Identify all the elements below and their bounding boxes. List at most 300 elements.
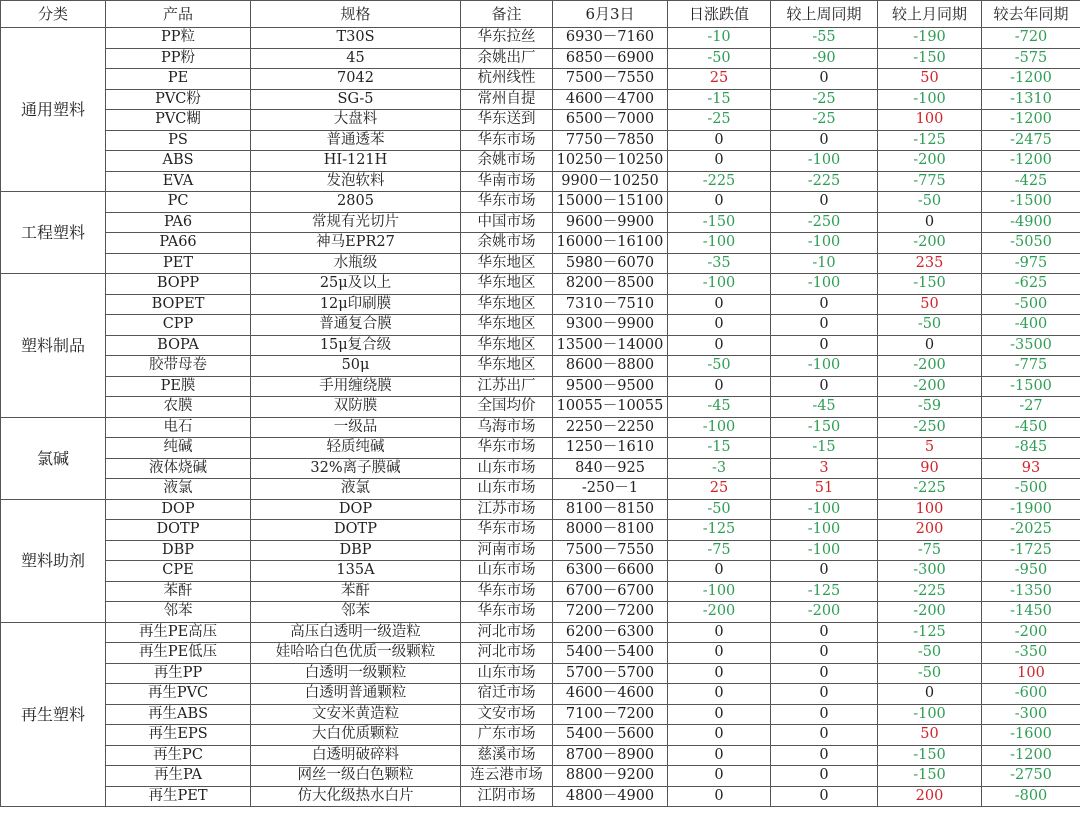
week-cell: 0: [771, 766, 878, 787]
product-cell: EVA: [106, 171, 251, 192]
spec-cell: 邻苯: [251, 602, 461, 623]
product-cell: 胶带母卷: [106, 356, 251, 377]
month-cell: 0: [878, 684, 982, 705]
spec-cell: 发泡软料: [251, 171, 461, 192]
week-cell: -200: [771, 602, 878, 623]
product-cell: 液氯: [106, 479, 251, 500]
year-cell: -425: [982, 171, 1080, 192]
spec-cell: 娃哈哈白色优质一级颗粒: [251, 643, 461, 664]
price-cell: 1250－1610: [553, 438, 668, 459]
spec-cell: DOP: [251, 499, 461, 520]
spec-cell: HI-121H: [251, 151, 461, 172]
table-row: [1, 622, 1080, 643]
daily-cell: 0: [668, 294, 771, 315]
table-row: [1, 417, 1080, 438]
product-cell: 液体烧碱: [106, 458, 251, 479]
table-row: [1, 28, 1080, 49]
month-cell: -125: [878, 622, 982, 643]
daily-cell: 0: [668, 561, 771, 582]
column-header: 规格: [251, 1, 461, 28]
note-cell: 华东地区: [461, 356, 553, 377]
spec-cell: 仿大化级热水白片: [251, 786, 461, 807]
table-row: [1, 581, 1080, 602]
month-cell: 0: [878, 335, 982, 356]
week-cell: -45: [771, 397, 878, 418]
week-cell: 0: [771, 376, 878, 397]
month-cell: -100: [878, 704, 982, 725]
month-cell: -150: [878, 766, 982, 787]
spec-cell: 白透明破碎料: [251, 745, 461, 766]
daily-cell: 25: [668, 69, 771, 90]
year-cell: -1350: [982, 581, 1080, 602]
spec-cell: 双防膜: [251, 397, 461, 418]
spec-cell: 苯酐: [251, 581, 461, 602]
year-cell: -400: [982, 315, 1080, 336]
table-row: [1, 212, 1080, 233]
spec-cell: 白透明普通颗粒: [251, 684, 461, 705]
week-cell: 0: [771, 663, 878, 684]
daily-cell: 0: [668, 704, 771, 725]
daily-cell: 0: [668, 725, 771, 746]
column-header: 6月3日: [553, 1, 668, 28]
month-cell: -100: [878, 89, 982, 110]
product-cell: CPE: [106, 561, 251, 582]
column-header: 备注: [461, 1, 553, 28]
spec-cell: 32%离子膜碱: [251, 458, 461, 479]
price-cell: 4800－4900: [553, 786, 668, 807]
spec-cell: 135A: [251, 561, 461, 582]
week-cell: 0: [771, 294, 878, 315]
price-cell: 840－925: [553, 458, 668, 479]
header-row: [1, 1, 1080, 28]
price-cell: 7200－7200: [553, 602, 668, 623]
product-cell: PA66: [106, 233, 251, 254]
spec-cell: 神马EPR27: [251, 233, 461, 254]
month-cell: -75: [878, 540, 982, 561]
month-cell: -200: [878, 376, 982, 397]
note-cell: 华东地区: [461, 274, 553, 295]
year-cell: -1310: [982, 89, 1080, 110]
note-cell: 华东市场: [461, 602, 553, 623]
spec-cell: 高压白透明一级造粒: [251, 622, 461, 643]
week-cell: 51: [771, 479, 878, 500]
daily-cell: 25: [668, 479, 771, 500]
daily-cell: -15: [668, 438, 771, 459]
table-row: [1, 458, 1080, 479]
year-cell: -950: [982, 561, 1080, 582]
table-row: [1, 233, 1080, 254]
daily-cell: 0: [668, 663, 771, 684]
year-cell: -1200: [982, 110, 1080, 131]
year-cell: -600: [982, 684, 1080, 705]
year-cell: -1500: [982, 192, 1080, 213]
table-row: [1, 130, 1080, 151]
year-cell: -4900: [982, 212, 1080, 233]
year-cell: -775: [982, 356, 1080, 377]
table-row: [1, 561, 1080, 582]
month-cell: 50: [878, 725, 982, 746]
category-cell: 再生塑料: [1, 622, 106, 807]
year-cell: -350: [982, 643, 1080, 664]
year-cell: -575: [982, 48, 1080, 69]
category-cell: 工程塑料: [1, 192, 106, 274]
table-row: [1, 643, 1080, 664]
price-cell: 8600－8800: [553, 356, 668, 377]
price-cell: 5400－5600: [553, 725, 668, 746]
spec-cell: 液氯: [251, 479, 461, 500]
spec-cell: SG-5: [251, 89, 461, 110]
spec-cell: DBP: [251, 540, 461, 561]
week-cell: 0: [771, 192, 878, 213]
spec-cell: 白透明一级颗粒: [251, 663, 461, 684]
week-cell: 0: [771, 130, 878, 151]
month-cell: 235: [878, 253, 982, 274]
spec-cell: 普通透苯: [251, 130, 461, 151]
week-cell: -10: [771, 253, 878, 274]
week-cell: -100: [771, 499, 878, 520]
year-cell: -1900: [982, 499, 1080, 520]
note-cell: 华东市场: [461, 438, 553, 459]
week-cell: -250: [771, 212, 878, 233]
note-cell: 山东市场: [461, 479, 553, 500]
product-cell: PVC糊: [106, 110, 251, 131]
note-cell: 慈溪市场: [461, 745, 553, 766]
week-cell: -55: [771, 28, 878, 49]
table-row: [1, 48, 1080, 69]
year-cell: -2750: [982, 766, 1080, 787]
year-cell: -1725: [982, 540, 1080, 561]
product-cell: BOPP: [106, 274, 251, 295]
daily-cell: -50: [668, 356, 771, 377]
daily-cell: 0: [668, 622, 771, 643]
note-cell: 常州自提: [461, 89, 553, 110]
note-cell: 山东市场: [461, 561, 553, 582]
table-row: [1, 499, 1080, 520]
daily-cell: 0: [668, 315, 771, 336]
week-cell: -100: [771, 233, 878, 254]
month-cell: -225: [878, 581, 982, 602]
price-cell: 8800－9200: [553, 766, 668, 787]
product-cell: DBP: [106, 540, 251, 561]
table-body: [1, 28, 1080, 807]
category-cell: 氯碱: [1, 417, 106, 499]
daily-cell: 0: [668, 192, 771, 213]
category-cell: 塑料助剂: [1, 499, 106, 622]
price-cell: 5700－5700: [553, 663, 668, 684]
price-cell: 7310－7510: [553, 294, 668, 315]
price-cell: 16000－16100: [553, 233, 668, 254]
week-cell: -25: [771, 110, 878, 131]
week-cell: 0: [771, 786, 878, 807]
month-cell: -59: [878, 397, 982, 418]
daily-cell: -15: [668, 89, 771, 110]
year-cell: 93: [982, 458, 1080, 479]
week-cell: 0: [771, 315, 878, 336]
category-cell: 通用塑料: [1, 28, 106, 192]
daily-cell: -150: [668, 212, 771, 233]
price-cell: 4600－4700: [553, 89, 668, 110]
column-header: 日涨跌值: [668, 1, 771, 28]
spec-cell: 7042: [251, 69, 461, 90]
year-cell: -1200: [982, 69, 1080, 90]
month-cell: 50: [878, 294, 982, 315]
week-cell: 0: [771, 622, 878, 643]
note-cell: 山东市场: [461, 458, 553, 479]
month-cell: -150: [878, 274, 982, 295]
year-cell: -3500: [982, 335, 1080, 356]
product-cell: CPP: [106, 315, 251, 336]
table-row: [1, 540, 1080, 561]
year-cell: -1500: [982, 376, 1080, 397]
note-cell: 华东地区: [461, 315, 553, 336]
product-cell: 电石: [106, 417, 251, 438]
year-cell: 100: [982, 663, 1080, 684]
product-cell: 再生PA: [106, 766, 251, 787]
month-cell: -150: [878, 745, 982, 766]
daily-cell: 0: [668, 151, 771, 172]
product-cell: 再生ABS: [106, 704, 251, 725]
product-cell: PP粒: [106, 28, 251, 49]
daily-cell: -125: [668, 520, 771, 541]
price-cell: 8700－8900: [553, 745, 668, 766]
year-cell: -1200: [982, 151, 1080, 172]
product-cell: 邻苯: [106, 602, 251, 623]
note-cell: 华东市场: [461, 130, 553, 151]
week-cell: 0: [771, 725, 878, 746]
table-row: [1, 171, 1080, 192]
product-cell: 再生PC: [106, 745, 251, 766]
month-cell: -50: [878, 315, 982, 336]
note-cell: 华东送到: [461, 110, 553, 131]
daily-cell: -225: [668, 171, 771, 192]
month-cell: 0: [878, 212, 982, 233]
week-cell: -100: [771, 151, 878, 172]
category-cell: 塑料制品: [1, 274, 106, 418]
daily-cell: 0: [668, 643, 771, 664]
spec-cell: 25μ及以上: [251, 274, 461, 295]
spec-cell: 12μ印刷膜: [251, 294, 461, 315]
week-cell: -100: [771, 274, 878, 295]
product-cell: 再生PET: [106, 786, 251, 807]
table-row: [1, 725, 1080, 746]
note-cell: 全国均价: [461, 397, 553, 418]
daily-cell: -100: [668, 417, 771, 438]
price-cell: 7100－7200: [553, 704, 668, 725]
price-cell: 6700－6700: [553, 581, 668, 602]
price-cell: 7500－7550: [553, 540, 668, 561]
week-cell: -100: [771, 540, 878, 561]
product-cell: 纯碱: [106, 438, 251, 459]
week-cell: 0: [771, 561, 878, 582]
table-row: [1, 356, 1080, 377]
daily-cell: -50: [668, 499, 771, 520]
product-cell: PA6: [106, 212, 251, 233]
year-cell: -1200: [982, 745, 1080, 766]
spec-cell: 水瓶级: [251, 253, 461, 274]
spec-cell: DOTP: [251, 520, 461, 541]
month-cell: -50: [878, 192, 982, 213]
product-cell: 再生EPS: [106, 725, 251, 746]
table-row: [1, 766, 1080, 787]
year-cell: -1450: [982, 602, 1080, 623]
price-cell: 6300－6600: [553, 561, 668, 582]
year-cell: -500: [982, 294, 1080, 315]
year-cell: -625: [982, 274, 1080, 295]
table-row: [1, 274, 1080, 295]
table-row: [1, 69, 1080, 90]
note-cell: 中国市场: [461, 212, 553, 233]
price-cell: 5400－5400: [553, 643, 668, 664]
note-cell: 山东市场: [461, 663, 553, 684]
table-row: [1, 438, 1080, 459]
daily-cell: 0: [668, 786, 771, 807]
month-cell: -225: [878, 479, 982, 500]
column-header: 分类: [1, 1, 106, 28]
month-cell: 100: [878, 499, 982, 520]
week-cell: 3: [771, 458, 878, 479]
product-cell: 农膜: [106, 397, 251, 418]
note-cell: 华东拉丝: [461, 28, 553, 49]
note-cell: 华东地区: [461, 253, 553, 274]
month-cell: 100: [878, 110, 982, 131]
price-cell: 10055－10055: [553, 397, 668, 418]
month-cell: -50: [878, 643, 982, 664]
column-header: 较上月同期: [878, 1, 982, 28]
table-row: [1, 192, 1080, 213]
table-row: [1, 335, 1080, 356]
week-cell: 0: [771, 643, 878, 664]
price-cell: 10250－10250: [553, 151, 668, 172]
spec-cell: 常规有光切片: [251, 212, 461, 233]
week-cell: 0: [771, 69, 878, 90]
price-cell: 5980－6070: [553, 253, 668, 274]
spec-cell: 大盘料: [251, 110, 461, 131]
week-cell: -90: [771, 48, 878, 69]
note-cell: 连云港市场: [461, 766, 553, 787]
price-cell: 15000－15100: [553, 192, 668, 213]
price-cell: 9900－10250: [553, 171, 668, 192]
table-row: [1, 520, 1080, 541]
year-cell: -845: [982, 438, 1080, 459]
week-cell: -150: [771, 417, 878, 438]
table-row: [1, 110, 1080, 131]
week-cell: -225: [771, 171, 878, 192]
year-cell: -2475: [982, 130, 1080, 151]
spec-cell: 一级品: [251, 417, 461, 438]
price-cell: -250－1: [553, 479, 668, 500]
daily-cell: -25: [668, 110, 771, 131]
note-cell: 余姚出厂: [461, 48, 553, 69]
column-header: 产品: [106, 1, 251, 28]
note-cell: 华东市场: [461, 520, 553, 541]
year-cell: -5050: [982, 233, 1080, 254]
daily-cell: 0: [668, 130, 771, 151]
daily-cell: -100: [668, 274, 771, 295]
spec-cell: 2805: [251, 192, 461, 213]
product-cell: PET: [106, 253, 251, 274]
daily-cell: 0: [668, 684, 771, 705]
daily-cell: -75: [668, 540, 771, 561]
spec-cell: 大白优质颗粒: [251, 725, 461, 746]
product-cell: 再生PP: [106, 663, 251, 684]
table-row: [1, 704, 1080, 725]
table-row: [1, 684, 1080, 705]
note-cell: 河南市场: [461, 540, 553, 561]
week-cell: -100: [771, 520, 878, 541]
table-row: [1, 479, 1080, 500]
year-cell: -1600: [982, 725, 1080, 746]
column-header: 较上周同期: [771, 1, 878, 28]
year-cell: -2025: [982, 520, 1080, 541]
spec-cell: 15μ复合级: [251, 335, 461, 356]
price-cell: 9600－9900: [553, 212, 668, 233]
price-cell: 6200－6300: [553, 622, 668, 643]
month-cell: -200: [878, 233, 982, 254]
product-cell: PE膜: [106, 376, 251, 397]
week-cell: 0: [771, 704, 878, 725]
price-cell: 9500－9500: [553, 376, 668, 397]
price-cell: 2250－2250: [553, 417, 668, 438]
month-cell: 200: [878, 786, 982, 807]
table-row: [1, 786, 1080, 807]
price-cell: 7750－7850: [553, 130, 668, 151]
spec-cell: 网丝一级白色颗粒: [251, 766, 461, 787]
week-cell: -25: [771, 89, 878, 110]
note-cell: 华东地区: [461, 335, 553, 356]
note-cell: 杭州线性: [461, 69, 553, 90]
product-cell: PE: [106, 69, 251, 90]
week-cell: -100: [771, 356, 878, 377]
note-cell: 余姚市场: [461, 151, 553, 172]
note-cell: 华南市场: [461, 171, 553, 192]
year-cell: -975: [982, 253, 1080, 274]
product-cell: BOPA: [106, 335, 251, 356]
note-cell: 文安市场: [461, 704, 553, 725]
note-cell: 余姚市场: [461, 233, 553, 254]
table-row: [1, 397, 1080, 418]
daily-cell: 0: [668, 376, 771, 397]
daily-cell: -50: [668, 48, 771, 69]
price-cell: 6850－6900: [553, 48, 668, 69]
note-cell: 乌海市场: [461, 417, 553, 438]
product-cell: ABS: [106, 151, 251, 172]
spec-cell: 手用缠绕膜: [251, 376, 461, 397]
note-cell: 江苏市场: [461, 499, 553, 520]
product-cell: PC: [106, 192, 251, 213]
year-cell: -720: [982, 28, 1080, 49]
spec-cell: 50μ: [251, 356, 461, 377]
note-cell: 宿迁市场: [461, 684, 553, 705]
product-cell: DOTP: [106, 520, 251, 541]
note-cell: 华东市场: [461, 192, 553, 213]
note-cell: 河北市场: [461, 622, 553, 643]
product-cell: 再生PVC: [106, 684, 251, 705]
week-cell: 0: [771, 745, 878, 766]
spec-cell: 文安米黄造粒: [251, 704, 461, 725]
daily-cell: -3: [668, 458, 771, 479]
product-cell: PVC粉: [106, 89, 251, 110]
table-row: [1, 151, 1080, 172]
table-row: [1, 376, 1080, 397]
daily-cell: -10: [668, 28, 771, 49]
month-cell: -300: [878, 561, 982, 582]
month-cell: -200: [878, 602, 982, 623]
daily-cell: 0: [668, 745, 771, 766]
price-cell: 4600－4600: [553, 684, 668, 705]
note-cell: 广东市场: [461, 725, 553, 746]
year-cell: -300: [982, 704, 1080, 725]
daily-cell: 0: [668, 766, 771, 787]
